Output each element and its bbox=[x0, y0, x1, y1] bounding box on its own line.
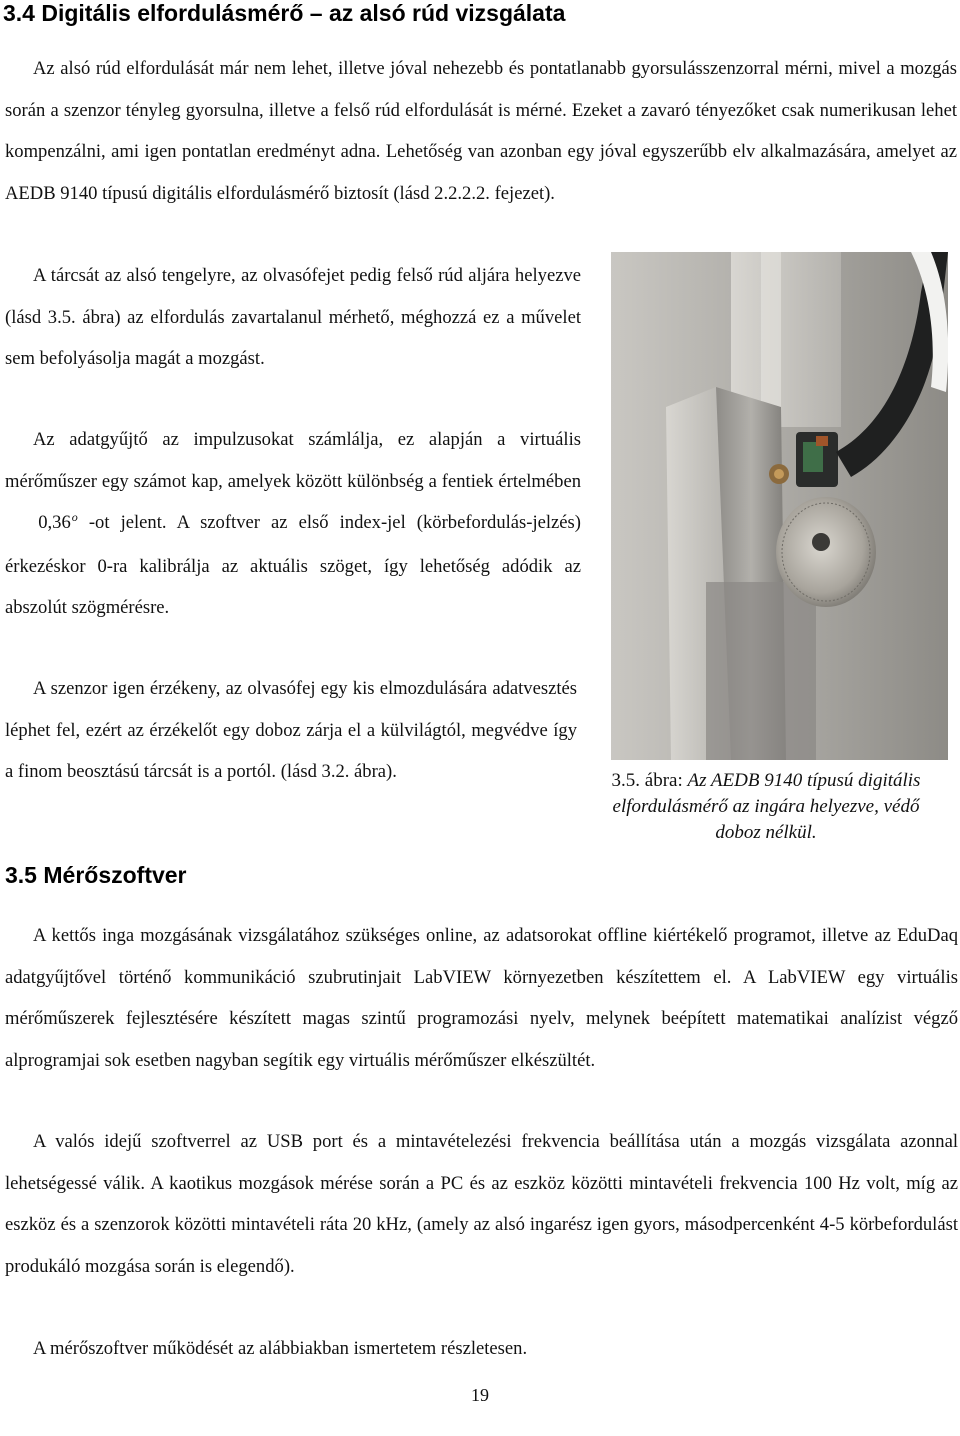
paragraph-closing: A mérőszoftver működését az alábbiakban ismertetem részletesen. bbox=[33, 1338, 528, 1359]
page-number: 19 bbox=[471, 1385, 489, 1405]
counter-text-after: -ot jelent. A szoftver az első index-jel (körbefordulás-jelzés) érkezéskor 0-ra kalibrálja az aktuális szöget, így lehetőség adódik az abszolút szögmérésre. bbox=[5, 512, 581, 618]
figure-caption-label: 3.5. ábra: bbox=[611, 770, 688, 791]
paragraph-realtime: A valós idejű szoftverrel az USB port és a mintavételezési frekvencia beállítása után a mozgás vizsgálata azonnal lehetségessé válik. A kaotikus mozgások mérése során a PC és az eszköz közötti mintavételi frekvencia 100 Hz volt, míg az eszköz és a szenzorok közötti mintavételi ráta 20 kHz, (amely az alsó ingarész igen gyors, másodpercenként 4-5 körbefordulást produkáló mozgása során is elegendő). bbox=[5, 1131, 958, 1277]
section-3-5-heading: 3.5 Mérőszoftver bbox=[5, 862, 187, 888]
section-3-4-heading: 3.4 Digitális elfordulásmérő – az alsó rúd vizsgálata bbox=[3, 0, 566, 26]
paragraph-intro: Az alsó rúd elfordulását már nem lehet, illetve jóval nehezebb és pontatlanabb gyorsulásszenzorral mérni, mivel a mozgás során a szenzor tényleg gyorsulna, illetve a felső rúd elfordulását is mérné. Ezeket a zavaró tényezőket csak numerikusan lehet kompenzálni, ami igen pontatlan eredményt adna. Lehetőség van azonban egy jóval egyszerűbb elv alkalmazására, amelyet az AEDB 9140 típusú digitális elfordulásmérő biztosít (lásd 2.2.2.2. fejezet). bbox=[5, 58, 957, 204]
encoder-photo bbox=[611, 252, 948, 760]
figure-caption-text: Az AEDB 9140 típusú digitális elfordulásmérő az ingára helyezve, védő doboz nélkül. bbox=[612, 770, 921, 843]
degree-symbol: o bbox=[71, 510, 78, 524]
paragraph-labview: A kettős inga mozgásának vizsgálatához szükséges online, az adatsorokat offline kiértékelő programot, illetve az EduDaq adatgyűjtővel történő kommunikáció szubrutinjait LabVIEW környezetben készítettem el. A LabVIEW egy virtuális mérőműszerek fejlesztésére készített magas szintű programozási nyelv, melynek beépített matematikai analízist végző alprogramjai sok esetben nagyban segítik egy virtuális mérőműszer elkészültét. bbox=[5, 925, 958, 1071]
resolution-value: 0,36 bbox=[38, 512, 71, 533]
paragraph-sensitivity: A szenzor igen érzékeny, az olvasófej egy kis elmozdulására adatvesztés léphet fel, ezért az érzékelőt egy doboz zárja el a külvilágtól, megvédve így a finom beosztású tárcsát is a portól. (lásd 3.2. ábra). bbox=[5, 678, 577, 782]
counter-text-before: Az adatgyűjtő az impulzusokat számlálja, ez alapján a virtuális mérőműszer egy számot kap, amelyek között különbség a fentiek értelmében bbox=[5, 429, 581, 492]
paragraph-disc-placement: A tárcsát az alsó tengelyre, az olvasófejet pedig felső rúd aljára helyezve (lásd 3.5. ábra) az elfordulás zavartalanul mérhető, méghozzá ez a művelet sem befolyásolja magát a mozgást. bbox=[5, 265, 581, 369]
paragraph-counter bbox=[5, 419, 581, 629]
figure-3-5-caption bbox=[596, 768, 936, 846]
